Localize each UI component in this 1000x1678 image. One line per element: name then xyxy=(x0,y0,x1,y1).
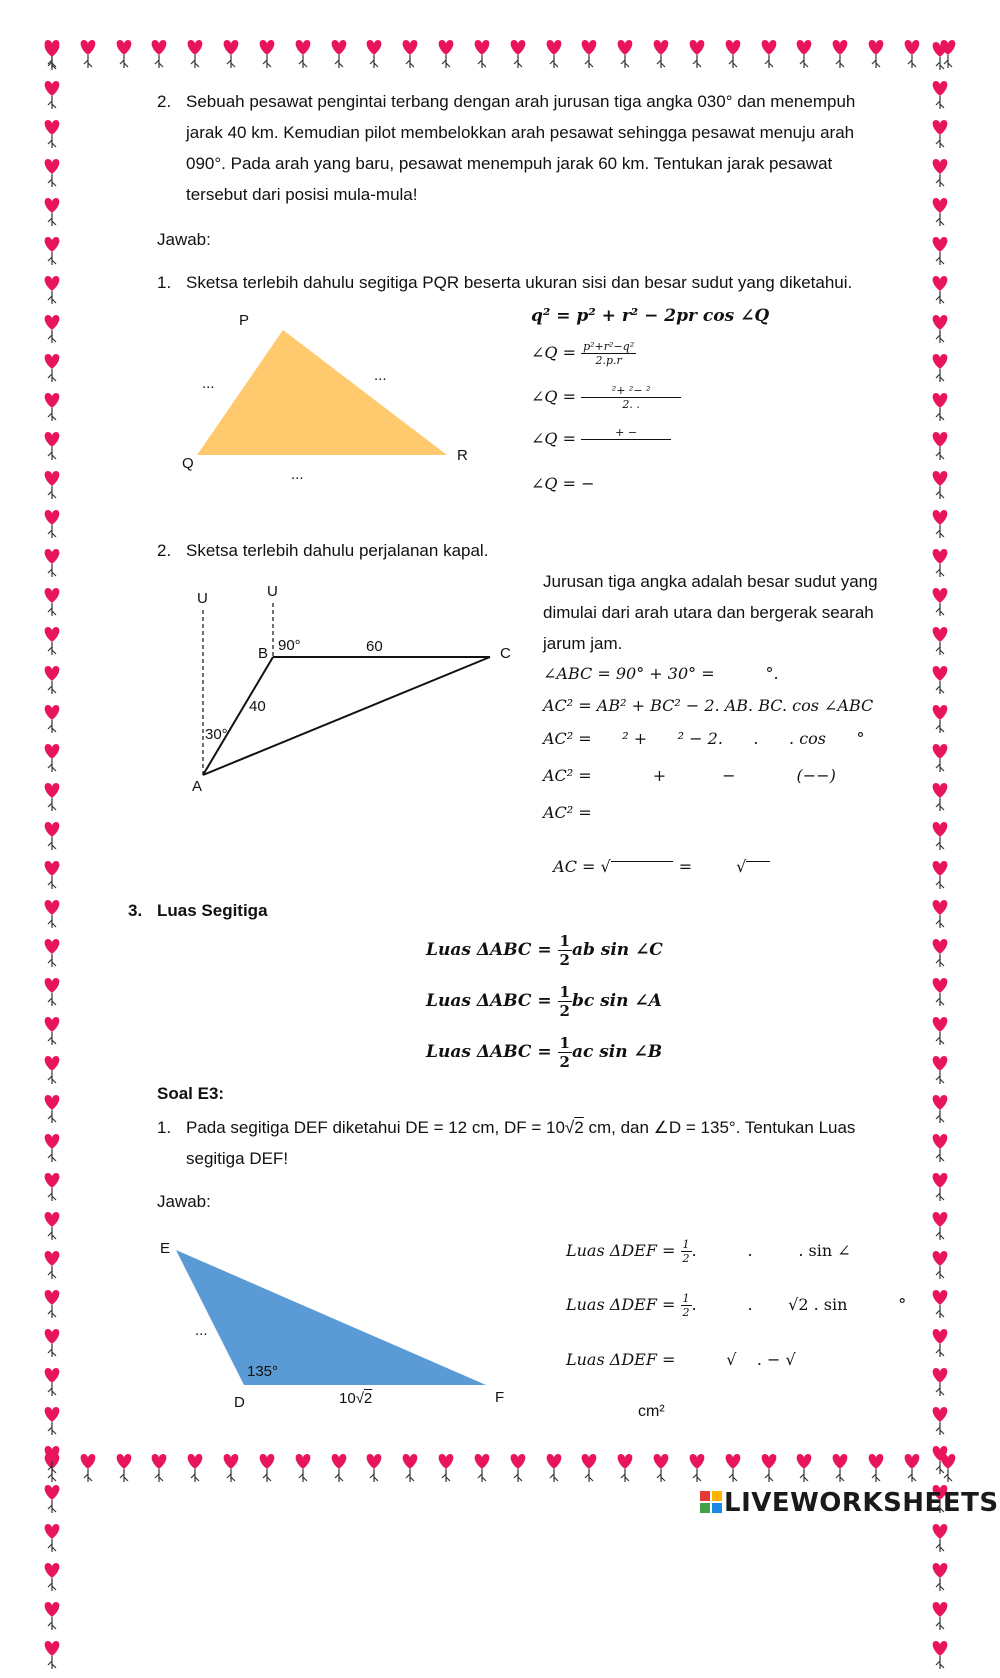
heart-icon xyxy=(928,1522,958,1561)
bearing-text-line3: jarum jam. xyxy=(543,634,623,653)
ac-result: AC = √ = √ xyxy=(543,838,770,876)
angle-abc-calc: ∠ABC = 90° + 30° = °. xyxy=(543,664,779,683)
jawab-label-2: Jawab: xyxy=(157,1192,211,1211)
heart-icon xyxy=(928,1561,958,1600)
point-b: B xyxy=(258,645,269,662)
area-formula: Luas ΔABC = $\frac{1}{2}$ bc sin ∠A xyxy=(426,983,662,1020)
jawab-label-1: Jawab: xyxy=(157,230,211,249)
step1-number: 1. xyxy=(157,273,172,292)
heart-icon xyxy=(40,1600,70,1639)
triangle-def-shape xyxy=(176,1250,486,1385)
soal-e3-heading: Soal E3: xyxy=(157,1084,225,1103)
side-bc-label: 60 xyxy=(366,638,383,655)
cosine-rule-formula: q² = p² + r² − 2pr cos ∠Q xyxy=(531,306,770,326)
vertex-d: D xyxy=(234,1394,245,1411)
angle-q-simplify: ∠Q = + − xyxy=(531,426,671,453)
vertex-p: P xyxy=(239,312,250,329)
ac-evaluate: AC² = + − (−−) xyxy=(543,766,836,785)
angle-q-substitution: ∠Q = $\frac{\text{²+ ²− ²}}{2. .}$ xyxy=(531,384,681,411)
step2-text: Sketsa terlebih dahulu perjalanan kapal. xyxy=(186,541,489,560)
step1-text: Sketsa terlebih dahulu segitiga PQR beserta ukuran sisi dan besar sudut yang diketahui. xyxy=(186,273,853,292)
def-area-line2: Luas ΔDEF = $\frac{1}{2}$ . . √2 . sin ° xyxy=(566,1292,907,1319)
north-label-a: U xyxy=(197,590,208,607)
area-formula: Luas ΔABC = $\frac{1}{2}$ ab sin ∠C xyxy=(426,932,663,969)
def-area-line1: Luas ΔDEF = $\frac{1}{2}$ . . . sin ∠ xyxy=(566,1238,851,1265)
angle-q-result: ∠Q = − xyxy=(531,474,595,493)
def-area-line3: Luas ΔDEF = √ . − √ xyxy=(566,1350,796,1369)
heart-icon xyxy=(40,1639,70,1678)
bearing-text-line2: dimulai dari arah utara dan bergerak searah xyxy=(543,603,874,622)
heart-icon xyxy=(40,1522,70,1561)
problem2-line3: 090°. Pada arah yang baru, pesawat menempuh jarak 60 km. Tentukan jarak pesawat xyxy=(186,154,833,173)
side-pq-blank: ... xyxy=(202,375,215,392)
point-a: A xyxy=(192,778,203,795)
section3-title: Luas Segitiga xyxy=(157,901,268,920)
side-ab-label: 40 xyxy=(249,698,266,715)
vertex-r: R xyxy=(457,447,468,464)
section3-number: 3. xyxy=(128,901,143,920)
cosine-rule-ac: AC² = AB² + BC² − 2. AB. BC. cos ∠ABC xyxy=(543,696,874,715)
ac-substitution: AC² = ² + ² − 2. . . cos ° xyxy=(543,729,865,748)
side-de-blank: ... xyxy=(195,1322,208,1339)
e3-line1: Pada segitiga DEF diketahui DE = 12 cm, DF = 10√2 cm, dan ∠D = 135°. Tentukan Luas xyxy=(186,1118,856,1137)
problem2-line1: Sebuah pesawat pengintai terbang dengan arah jurusan tiga angka 030° dan menempuh xyxy=(186,92,856,111)
point-c: C xyxy=(500,645,511,662)
problem2-line4: tersebut dari posisi mula-mula! xyxy=(186,185,418,204)
problem2-line2: jarak 40 km. Kemudian pilot membelokkan arah pesawat sehingga pesawat menuju arah xyxy=(186,123,855,142)
angle-q-formula: ∠Q = $\frac{\text{p²+r²−q²}}{2.p.r}$ xyxy=(531,340,635,367)
liveworksheets-logo-icon xyxy=(700,1490,722,1512)
vertex-e: E xyxy=(160,1240,171,1257)
north-label-b: U xyxy=(267,583,278,600)
angle-b-label: 90° xyxy=(278,637,301,654)
angle-a-label: 30° xyxy=(205,726,228,743)
heart-icon xyxy=(928,1639,958,1678)
side-pr-blank: ... xyxy=(374,367,387,384)
heart-icon xyxy=(928,1600,958,1639)
e3-line2: segitiga DEF! xyxy=(186,1149,289,1168)
angle-d-label: 135° xyxy=(247,1363,279,1380)
step2-number: 2. xyxy=(157,541,172,560)
vertex-q: Q xyxy=(182,455,194,472)
e3-number: 1. xyxy=(157,1118,172,1137)
bearing-text-line1: Jurusan tiga angka adalah besar sudut yang xyxy=(543,572,878,591)
vertex-f: F xyxy=(495,1389,505,1406)
liveworksheets-watermark: LIVEWORKSHEETS xyxy=(700,1488,999,1518)
area-formula: Luas ΔABC = $\frac{1}{2}$ ac sin ∠B xyxy=(426,1034,663,1071)
heart-icon xyxy=(40,1561,70,1600)
def-area-line4: cm² xyxy=(638,1403,665,1420)
ac-squared: AC² = xyxy=(543,803,592,822)
side-qr-blank: ... xyxy=(291,466,304,483)
problem2-number: 2. xyxy=(157,92,172,111)
side-df-label: 10√2 xyxy=(339,1390,373,1407)
